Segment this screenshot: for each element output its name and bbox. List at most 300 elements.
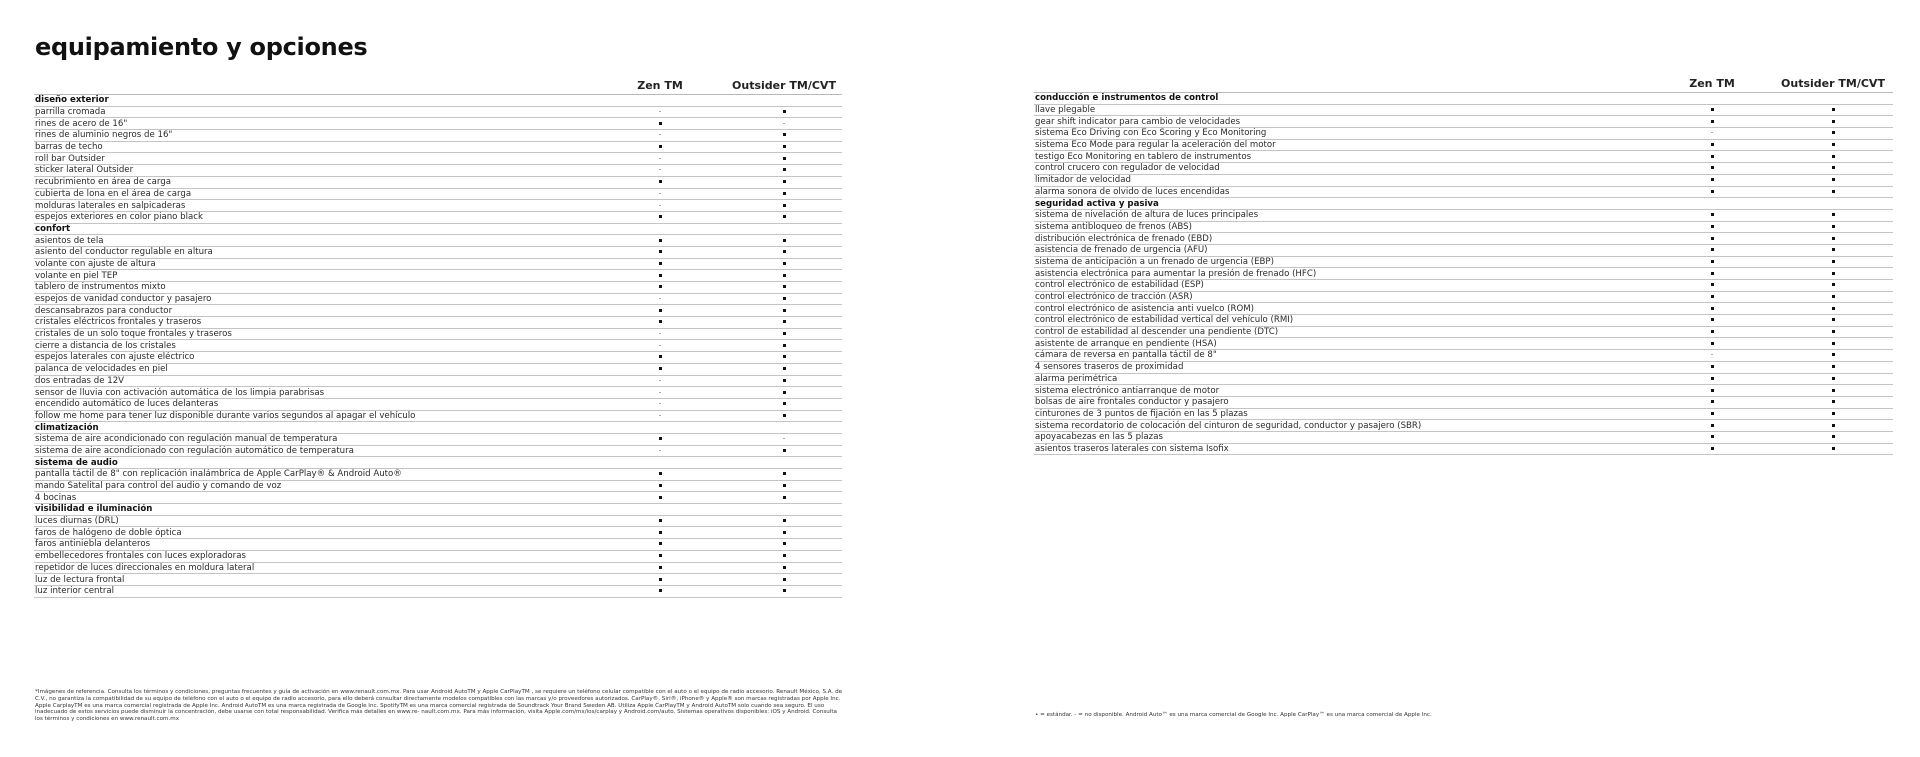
section-empty-cell [594, 223, 726, 235]
standard-dot-icon [1711, 237, 1714, 240]
feature-name: faros antiniebla delanteros [34, 539, 594, 551]
feature-name: parrilla cromada [34, 106, 594, 118]
table-row [34, 480, 842, 492]
feature-name: sistema Eco Mode para regular la aceleración del motor [1034, 139, 1651, 151]
availability-cell-outsider [1773, 186, 1893, 198]
availability-cell-zen [594, 211, 726, 223]
availability-cell-zen [1651, 104, 1773, 116]
availability-cell-outsider [726, 492, 842, 504]
standard-dot-icon [783, 484, 786, 487]
availability-cell-outsider [1773, 151, 1893, 163]
table-row [34, 410, 842, 422]
standard-dot-icon [1832, 237, 1835, 240]
availability-cell-zen [1651, 233, 1773, 245]
section-title: conducción e instrumentos de control [1034, 93, 1651, 105]
availability-cell-zen [1651, 420, 1773, 432]
availability-cell-outsider [726, 375, 842, 387]
availability-cell-zen [594, 387, 726, 399]
table-row [34, 141, 842, 153]
availability-cell-zen [1651, 139, 1773, 151]
availability-cell-zen [1651, 385, 1773, 397]
availability-cell-zen [1651, 443, 1773, 455]
column-header-zen: Zen TM [1651, 76, 1773, 93]
standard-dot-icon [1832, 435, 1835, 438]
table-row [1034, 268, 1893, 280]
standard-dot-icon [1711, 307, 1714, 310]
standard-dot-icon [1832, 120, 1835, 123]
standard-dot-icon [1832, 342, 1835, 345]
standard-dot-icon [1711, 248, 1714, 251]
availability-cell-outsider [1773, 139, 1893, 151]
feature-name: volante en piel TEP [34, 270, 594, 282]
availability-cell-outsider [1773, 116, 1893, 128]
standard-dot-icon [659, 309, 662, 312]
not-available-dash-icon [659, 333, 661, 334]
standard-dot-icon [1832, 178, 1835, 181]
feature-name: sistema de anticipación a un frenado de urgencia (EBP) [1034, 256, 1651, 268]
standard-dot-icon [1711, 447, 1714, 450]
standard-dot-icon [1711, 330, 1714, 333]
feature-name: espejos de vanidad conductor y pasajero [34, 293, 594, 305]
table-row [1034, 256, 1893, 268]
standard-dot-icon [1832, 330, 1835, 333]
section-empty-cell [726, 457, 842, 469]
availability-cell-outsider [726, 433, 842, 445]
availability-cell-outsider [726, 387, 842, 399]
standard-dot-icon [1711, 108, 1714, 111]
standard-dot-icon [659, 367, 662, 370]
standard-dot-icon [659, 274, 662, 277]
availability-cell-zen [594, 106, 726, 118]
table-row [1034, 361, 1893, 373]
availability-cell-outsider [1773, 209, 1893, 221]
availability-cell-zen [594, 188, 726, 200]
standard-dot-icon [659, 566, 662, 569]
standard-dot-icon [1832, 377, 1835, 380]
feature-name: encendido automático de luces delanteras [34, 398, 594, 410]
standard-dot-icon [783, 274, 786, 277]
standard-dot-icon [783, 554, 786, 557]
standard-dot-icon [1832, 283, 1835, 286]
table-row [1034, 104, 1893, 116]
section-empty-cell [1773, 198, 1893, 210]
table-row [34, 328, 842, 340]
standard-dot-icon [1711, 260, 1714, 263]
availability-cell-outsider [1773, 268, 1893, 280]
standard-dot-icon [1832, 248, 1835, 251]
standard-dot-icon [659, 472, 662, 475]
table-row [34, 258, 842, 270]
availability-cell-zen [1651, 291, 1773, 303]
table-row [34, 235, 842, 247]
availability-cell-zen [594, 305, 726, 317]
table-row [34, 469, 842, 481]
standard-dot-icon [783, 367, 786, 370]
availability-cell-zen [594, 317, 726, 329]
standard-dot-icon [1832, 272, 1835, 275]
feature-name: gear shift indicator para cambio de velocidades [1034, 116, 1651, 128]
not-available-dash-icon [659, 193, 661, 194]
standard-dot-icon [783, 355, 786, 358]
table-row [1034, 443, 1893, 455]
availability-cell-outsider [1773, 256, 1893, 268]
availability-cell-outsider [726, 235, 842, 247]
feature-name: 4 sensores traseros de proximidad [1034, 361, 1651, 373]
not-available-dash-icon [659, 415, 661, 416]
section-empty-cell [594, 504, 726, 516]
not-available-dash-icon [1711, 354, 1713, 355]
table-row [34, 176, 842, 188]
not-available-dash-icon [659, 111, 661, 112]
standard-dot-icon [1832, 400, 1835, 403]
table-row [34, 585, 842, 597]
availability-cell-outsider [726, 188, 842, 200]
table-row [34, 550, 842, 562]
availability-cell-outsider [726, 340, 842, 352]
table-row [34, 317, 842, 329]
feature-name: limitador de velocidad [1034, 174, 1651, 186]
availability-cell-outsider [1773, 385, 1893, 397]
not-available-dash-icon [659, 134, 661, 135]
availability-cell-zen [1651, 244, 1773, 256]
feature-name: control electrónico de tracción (ASR) [1034, 291, 1651, 303]
standard-dot-icon [1711, 389, 1714, 392]
standard-dot-icon [1711, 272, 1714, 275]
table-row [1034, 385, 1893, 397]
feature-name: barras de techo [34, 141, 594, 153]
feature-name: descansabrazos para conductor [34, 305, 594, 317]
feature-name: cristales de un solo toque frontales y traseros [34, 328, 594, 340]
not-available-dash-icon [783, 438, 785, 439]
availability-cell-zen [594, 130, 726, 142]
feature-name: control electrónico de estabilidad (ESP) [1034, 280, 1651, 292]
feature-name: apoyacabezas en las 5 plazas [1034, 431, 1651, 443]
feature-name: molduras laterales en salpicaderas [34, 200, 594, 212]
feature-name: repetidor de luces direccionales en moldura lateral [34, 562, 594, 574]
availability-cell-outsider [1773, 408, 1893, 420]
section-empty-cell [726, 422, 842, 434]
section-header-row [34, 223, 842, 235]
standard-dot-icon [1832, 318, 1835, 321]
table-row [34, 445, 842, 457]
feature-name: mando Satelital para control del audio y comando de voz [34, 480, 594, 492]
standard-dot-icon [1832, 225, 1835, 228]
table-row [34, 363, 842, 375]
feature-name: dos entradas de 12V [34, 375, 594, 387]
not-available-dash-icon [659, 298, 661, 299]
feature-name: sensor de lluvia con activación automática de los limpia parabrisas [34, 387, 594, 399]
standard-dot-icon [1832, 365, 1835, 368]
availability-cell-zen [594, 200, 726, 212]
standard-dot-icon [1711, 190, 1714, 193]
feature-column-header [34, 78, 594, 95]
availability-cell-outsider [726, 211, 842, 223]
standard-dot-icon [659, 589, 662, 592]
availability-cell-outsider [1773, 396, 1893, 408]
standard-dot-icon [783, 566, 786, 569]
standard-dot-icon [1832, 447, 1835, 450]
availability-cell-outsider [726, 527, 842, 539]
table-row [34, 305, 842, 317]
standard-dot-icon [1832, 260, 1835, 263]
availability-cell-zen [594, 153, 726, 165]
feature-name: roll bar Outsider [34, 153, 594, 165]
availability-cell-zen [594, 480, 726, 492]
standard-dot-icon [1832, 389, 1835, 392]
availability-cell-zen [1651, 151, 1773, 163]
table-row [34, 375, 842, 387]
not-available-dash-icon [783, 123, 785, 124]
availability-cell-outsider [1773, 174, 1893, 186]
feature-column-header [1034, 76, 1651, 93]
section-title: sistema de audio [34, 457, 594, 469]
standard-dot-icon [1832, 295, 1835, 298]
table-row [34, 539, 842, 551]
availability-cell-outsider [1773, 128, 1893, 140]
availability-cell-outsider [726, 445, 842, 457]
availability-cell-zen [1651, 431, 1773, 443]
availability-cell-outsider [726, 165, 842, 177]
table-row [34, 165, 842, 177]
table-row [34, 352, 842, 364]
availability-cell-zen [1651, 408, 1773, 420]
standard-dot-icon [1711, 365, 1714, 368]
availability-cell-zen [594, 235, 726, 247]
standard-dot-icon [1711, 295, 1714, 298]
section-empty-cell [726, 95, 842, 107]
availability-cell-outsider [726, 293, 842, 305]
table-row [1034, 431, 1893, 443]
table-row [34, 527, 842, 539]
availability-cell-zen [1651, 350, 1773, 362]
standard-dot-icon [1711, 155, 1714, 158]
availability-cell-zen [1651, 128, 1773, 140]
feature-name: control crucero con regulador de velocidad [1034, 163, 1651, 175]
availability-cell-zen [1651, 303, 1773, 315]
standard-dot-icon [659, 320, 662, 323]
section-empty-cell [594, 95, 726, 107]
availability-cell-outsider [1773, 443, 1893, 455]
section-header-row [1034, 93, 1893, 105]
not-available-dash-icon [659, 169, 661, 170]
not-available-dash-icon [659, 403, 661, 404]
column-header-outsider: Outsider TM/CVT [726, 78, 842, 95]
feature-name: pantalla táctil de 8" con replicación inalámbrica de Apple CarPlay® & Android Auto® [34, 469, 594, 481]
table-row [34, 188, 842, 200]
table-row [34, 492, 842, 504]
standard-dot-icon [783, 578, 786, 581]
feature-name: asientos de tela [34, 235, 594, 247]
availability-cell-outsider [1773, 338, 1893, 350]
standard-dot-icon [783, 391, 786, 394]
availability-cell-outsider [1773, 420, 1893, 432]
availability-cell-zen [1651, 338, 1773, 350]
availability-cell-outsider [726, 106, 842, 118]
standard-dot-icon [1711, 225, 1714, 228]
availability-cell-zen [594, 515, 726, 527]
table-row [34, 118, 842, 130]
standard-dot-icon [783, 250, 786, 253]
standard-dot-icon [783, 519, 786, 522]
standard-dot-icon [783, 320, 786, 323]
availability-cell-outsider [1773, 303, 1893, 315]
standard-dot-icon [783, 215, 786, 218]
not-available-dash-icon [659, 380, 661, 381]
availability-cell-zen [1651, 174, 1773, 186]
table-row [34, 270, 842, 282]
standard-dot-icon [659, 519, 662, 522]
standard-dot-icon [659, 250, 662, 253]
standard-dot-icon [659, 578, 662, 581]
table-row [1034, 163, 1893, 175]
feature-name: 4 bocinas [34, 492, 594, 504]
table-row [34, 387, 842, 399]
not-available-dash-icon [659, 450, 661, 451]
standard-dot-icon [1711, 377, 1714, 380]
section-empty-cell [594, 457, 726, 469]
availability-cell-outsider [726, 550, 842, 562]
standard-dot-icon [659, 437, 662, 440]
not-available-dash-icon [1711, 132, 1713, 133]
availability-cell-zen [594, 433, 726, 445]
feature-name: cierre a distancia de los cristales [34, 340, 594, 352]
feature-name: alarma perimétrica [1034, 373, 1651, 385]
feature-name: sistema de aire acondicionado con regulación automático de temperatura [34, 445, 594, 457]
standard-dot-icon [783, 542, 786, 545]
section-empty-cell [726, 504, 842, 516]
section-header-row [34, 422, 842, 434]
section-header-row [1034, 198, 1893, 210]
standard-dot-icon [1711, 400, 1714, 403]
availability-cell-outsider [726, 317, 842, 329]
availability-cell-zen [594, 527, 726, 539]
standard-dot-icon [1832, 143, 1835, 146]
standard-dot-icon [1832, 412, 1835, 415]
standard-dot-icon [1711, 166, 1714, 169]
feature-name: asientos traseros laterales con sistema Isofix [1034, 443, 1651, 455]
table-row [1034, 128, 1893, 140]
availability-cell-outsider [1773, 233, 1893, 245]
availability-cell-zen [594, 258, 726, 270]
feature-name: sistema recordatorio de colocación del cinturon de seguridad, conductor y pasajero (SBR) [1034, 420, 1651, 432]
table-row [1034, 280, 1893, 292]
standard-dot-icon [1711, 178, 1714, 181]
availability-cell-outsider [1773, 163, 1893, 175]
availability-cell-outsider [726, 200, 842, 212]
standard-dot-icon [783, 344, 786, 347]
standard-dot-icon [783, 285, 786, 288]
section-title: confort [34, 223, 594, 235]
table-header-row [1034, 76, 1893, 93]
feature-name: espejos exteriores en color piano black [34, 211, 594, 223]
feature-name: espejos laterales con ajuste eléctrico [34, 352, 594, 364]
standard-dot-icon [1832, 307, 1835, 310]
feature-name: asiento del conductor regulable en altura [34, 246, 594, 258]
availability-cell-zen [1651, 268, 1773, 280]
standard-dot-icon [1711, 318, 1714, 321]
standard-dot-icon [659, 180, 662, 183]
standard-dot-icon [1832, 108, 1835, 111]
availability-cell-outsider [1773, 350, 1893, 362]
standard-dot-icon [659, 215, 662, 218]
availability-cell-outsider [726, 585, 842, 597]
feature-name: bolsas de aire frontales conductor y pasajero [1034, 396, 1651, 408]
feature-name: tablero de instrumentos mixto [34, 282, 594, 294]
standard-dot-icon [659, 262, 662, 265]
feature-name: sticker lateral Outsider [34, 165, 594, 177]
standard-dot-icon [1711, 120, 1714, 123]
feature-name: luz de lectura frontal [34, 574, 594, 586]
feature-name: control de estabilidad al descender una pendiente (DTC) [1034, 326, 1651, 338]
table-row [34, 515, 842, 527]
standard-dot-icon [659, 122, 662, 125]
availability-cell-zen [594, 550, 726, 562]
availability-cell-outsider [726, 352, 842, 364]
table-row [1034, 350, 1893, 362]
feature-name: distribución electrónica de frenado (EBD) [1034, 233, 1651, 245]
availability-cell-zen [594, 352, 726, 364]
table-row [34, 562, 842, 574]
table-row [1034, 221, 1893, 233]
section-title: climatización [34, 422, 594, 434]
standard-dot-icon [783, 192, 786, 195]
feature-name: sistema electrónico antiarranque de motor [1034, 385, 1651, 397]
availability-cell-zen [594, 539, 726, 551]
standard-dot-icon [1832, 353, 1835, 356]
availability-cell-zen [1651, 221, 1773, 233]
standard-dot-icon [783, 133, 786, 136]
availability-cell-outsider [1773, 104, 1893, 116]
availability-cell-outsider [1773, 221, 1893, 233]
table-row [34, 153, 842, 165]
table-row [1034, 116, 1893, 128]
feature-name: rines de acero de 16" [34, 118, 594, 130]
feature-name: control electrónico de estabilidad vertical del vehículo (RMI) [1034, 315, 1651, 327]
standard-dot-icon [659, 542, 662, 545]
feature-name: asistencia de frenado de urgencia (AFU) [1034, 244, 1651, 256]
availability-cell-outsider [726, 270, 842, 282]
feature-name: sistema de aire acondicionado con regulación manual de temperatura [34, 433, 594, 445]
equipment-table-right [1034, 76, 1893, 455]
table-row [1034, 420, 1893, 432]
standard-dot-icon [1711, 435, 1714, 438]
table-row [34, 200, 842, 212]
section-empty-cell [1651, 93, 1773, 105]
availability-cell-zen [1651, 361, 1773, 373]
section-title: visibilidad e iluminación [34, 504, 594, 516]
standard-dot-icon [659, 484, 662, 487]
table-row [1034, 326, 1893, 338]
standard-dot-icon [659, 285, 662, 288]
standard-dot-icon [1711, 412, 1714, 415]
not-available-dash-icon [659, 158, 661, 159]
availability-cell-outsider [726, 258, 842, 270]
table-row [34, 246, 842, 258]
availability-cell-zen [1651, 315, 1773, 327]
standard-dot-icon [1832, 131, 1835, 134]
availability-cell-zen [1651, 396, 1773, 408]
availability-cell-outsider [1773, 373, 1893, 385]
feature-name: control electrónico de asistencia anti vuelco (ROM) [1034, 303, 1651, 315]
standard-dot-icon [659, 145, 662, 148]
legend-footnote: • = estándar. - = no disponible. Android Auto™ es una marca comercial de Google Inc. Apple CarPlay™ es una marca comercial de Apple Inc. [1035, 712, 1432, 718]
feature-name: volante con ajuste de altura [34, 258, 594, 270]
standard-dot-icon [783, 402, 786, 405]
availability-cell-zen [594, 340, 726, 352]
standard-dot-icon [783, 297, 786, 300]
legal-footnote: *Imágenes de referencia. Consulta los términos y condiciones, preguntas frecuentes y guía de activación en www.renault.com.mx. Para usar Android AutoTM y Apple CarPlayTM , se requiere un teléfono celular compatible con el auto o el equipo de radio accesorio. Renault México, S.A. de C.V., no garantiza la compatibilidad de su equipo de teléfono con el auto o el equipo de radio accesorio, para ello deberá consultar directamente modelos compatibles con las marcas y/o proveedores autorizados. CarPlay®, Siri®, iPhone® y Apple® son marcas registradas por Apple Inc. Apple CarplayTM es una marca comercial registrada de Apple Inc. Android AutoTM es una marca registrada de Google Inc. SpotifyTM es una marca comercial registrada de Soundtrack Your Brand Sweden AB. Utiliza Apple CarPlayTM y Android AutoTM solo cuando sea seguro. El uso inadecuado de estos servicios puede disminuir la concentración, debe usarse con total responsabilidad. Verifica más detalles en www.re- nault.com.mx. Para más información, visita Apple.com/mx/ios/carplay y Android.com/auto. Sistemas operativos disponibles: iOS y Android. Consulta los términos y condiciones en www.renault.com.mx [35, 689, 843, 723]
availability-cell-zen [594, 270, 726, 282]
